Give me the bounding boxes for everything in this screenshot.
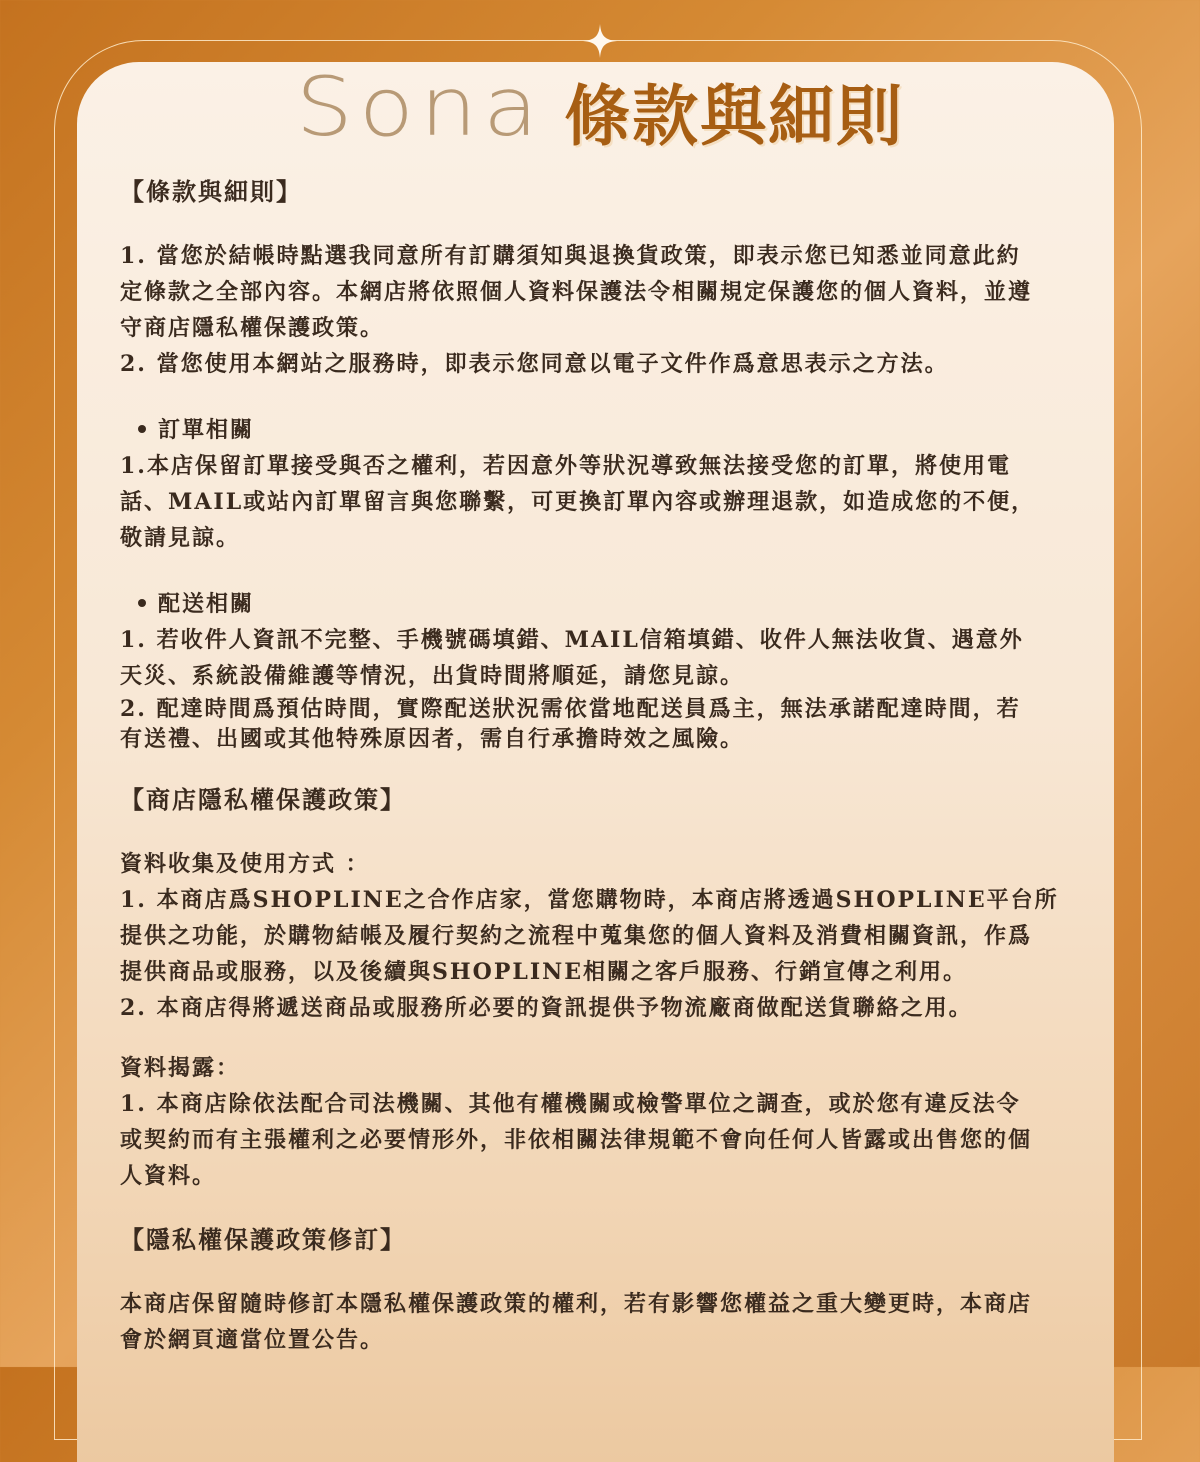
order-line: 敬請見諒。 (120, 525, 241, 551)
document-body (120, 170, 1080, 1358)
terms-line: 守商店隱私權保護政策。 (120, 315, 385, 341)
collect-line: 1. 本商店爲SHOPLINE之合作店家，當您購物時，本商店將透過SHOPLINE平台所 (120, 887, 1059, 913)
collect-label: 資料收集及使用方式 ： (120, 851, 370, 877)
page-header (0, 60, 1200, 160)
bullet-dot-icon (138, 425, 146, 433)
delivery-line: 天災、系統設備維護等情況，出貨時間將順延，請您見諒。 (120, 663, 745, 689)
collect-line: 提供之功能，於購物結帳及履行契約之流程中蒐集您的個人資料及消費相關資訊，作爲 (120, 923, 1033, 949)
bullet-dot-icon (138, 599, 146, 607)
delivery-line: 1. 若收件人資訊不完整、手機號碼填錯、MAIL信箱填錯、收件人無法收貨、遇意外 (120, 627, 1024, 653)
delivery-line: 有送禮、出國或其他特殊原因者，需自行承擔時效之風險。 (120, 726, 745, 752)
terms-line: 2. 當您使用本網站之服務時，即表示您同意以電子文件作爲意思表示之方法。 (120, 351, 949, 377)
terms-line: 1. 當您於結帳時點選我同意所有訂購須知與退換貨政策，即表示您已知悉並同意此約 (120, 243, 1021, 269)
section-heading-privacy: 【商店隱私權保護政策】 (120, 785, 406, 814)
disclose-line: 人資料。 (120, 1163, 217, 1189)
revision-line: 會於網頁適當位置公告。 (120, 1327, 385, 1353)
delivery-line: 2. 配達時間爲預估時間，實際配送狀況需依當地配送員爲主，無法承諾配達時間，若 (120, 696, 1021, 722)
bullet-delivery (120, 586, 1080, 622)
bullet-order-label: 訂單相關 (158, 417, 255, 443)
order-line: 1.本店保留訂單接受與否之權利，若因意外等狀況導致無法接受您的訂單，將使用電 (120, 453, 1011, 479)
disclose-label: 資料揭露： (120, 1055, 241, 1081)
sparkle-icon (583, 24, 617, 58)
section-heading-revision: 【隱私權保護政策修訂】 (120, 1225, 406, 1254)
order-line: 話、MAIL或站內訂單留言與您聯繫，可更換訂單內容或辦理退款，如造成您的不便， (120, 489, 1036, 515)
bullet-order (120, 412, 1080, 448)
revision-line: 本商店保留隨時修訂本隱私權保護政策的權利，若有影響您權益之重大變更時，本商店 (120, 1291, 1033, 1317)
brand-logo-text: Sona (295, 60, 545, 155)
disclose-line: 1. 本商店除依法配合司法機關、其他有權機關或檢警單位之調查，或於您有違反法令 (120, 1091, 1021, 1117)
collect-line: 2. 本商店得將遞送商品或服務所必要的資訊提供予物流廠商做配送貨聯絡之用。 (120, 995, 973, 1021)
disclose-line: 或契約而有主張權利之必要情形外，非依相關法律規範不會向任何人皆露或出售您的個 (120, 1127, 1033, 1153)
page-title: 條款與細則 (564, 76, 905, 155)
collect-line: 提供商品或服務，以及後續與SHOPLINE相關之客戶服務、行銷宣傳之利用。 (120, 959, 968, 985)
section-heading-terms: 【條款與細則】 (120, 177, 302, 206)
terms-line: 定條款之全部內容。本網店將依照個人資料保護法令相關規定保護您的個人資料，並遵 (120, 279, 1033, 305)
bullet-delivery-label: 配送相關 (158, 591, 255, 617)
